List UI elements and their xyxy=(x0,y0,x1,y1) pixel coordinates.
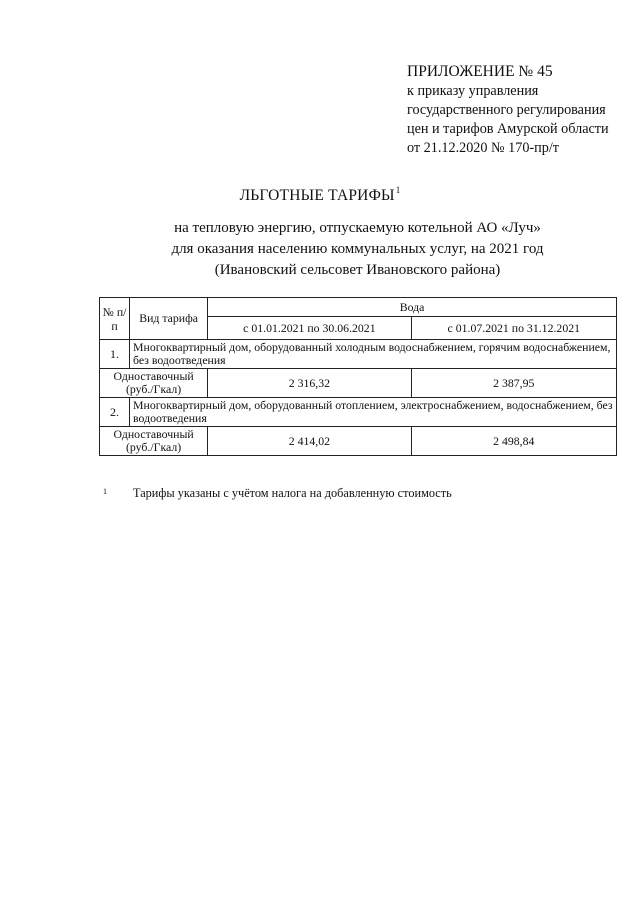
header-group-water: Вода xyxy=(208,298,617,317)
tariff-value-period-2: 2 387,95 xyxy=(411,369,616,398)
subtitle-line: для оказания населению коммунальных услуг, на 2021 год xyxy=(171,241,544,257)
appendix-line: государственного регулирования xyxy=(407,102,606,118)
appendix-header xyxy=(407,62,637,158)
table-row xyxy=(100,369,617,398)
footnote xyxy=(99,486,619,501)
header-num: № п/п xyxy=(100,298,130,340)
document-title xyxy=(0,185,640,205)
tariff-value-period-2: 2 498,84 xyxy=(411,427,616,456)
subtitle-line: (Ивановский сельсовет Ивановского района) xyxy=(214,262,501,278)
title-footnote-mark: 1 xyxy=(395,185,401,195)
footnote-text: Тарифы указаны с учётом налога на добавленную стоимость xyxy=(133,486,452,500)
footnote-mark: 1 xyxy=(103,487,107,496)
group-number: 2. xyxy=(100,398,130,427)
table-header-row xyxy=(100,298,617,317)
tariff-value-period-1: 2 414,02 xyxy=(208,427,411,456)
appendix-line: цен и тарифов Амурской области xyxy=(407,121,609,137)
tariff-table xyxy=(99,297,617,456)
header-period-1: с 01.01.2021 по 30.06.2021 xyxy=(208,317,411,340)
tariff-kind: Одноставочный (руб./Гкал) xyxy=(100,427,208,456)
group-number: 1. xyxy=(100,340,130,369)
group-description: Многоквартирный дом, оборудованный отоплением, электроснабжением, водоснабжением, без водоотведения xyxy=(130,398,617,427)
header-period-2: с 01.07.2021 по 31.12.2021 xyxy=(411,317,616,340)
tariff-value-period-1: 2 316,32 xyxy=(208,369,411,398)
group-description: Многоквартирный дом, оборудованный холодным водоснабжением, горячим водоснабжением, без водоотведения xyxy=(130,340,617,369)
tariff-kind: Одноставочный (руб./Гкал) xyxy=(100,369,208,398)
appendix-title: ПРИЛОЖЕНИЕ № 45 xyxy=(407,63,553,80)
document-subtitle xyxy=(0,218,640,281)
table-row xyxy=(100,398,617,427)
header-kind: Вид тарифа xyxy=(130,298,208,340)
appendix-order-date: от 21.12.2020 № 170-пр/т xyxy=(407,140,559,156)
document-title-text: ЛЬГОТНЫЕ ТАРИФЫ xyxy=(239,187,395,204)
appendix-line: к приказу управления xyxy=(407,83,539,99)
subtitle-line: на тепловую энергию, отпускаемую котельной АО «Луч» xyxy=(174,220,541,236)
table-row xyxy=(100,427,617,456)
table-row xyxy=(100,340,617,369)
